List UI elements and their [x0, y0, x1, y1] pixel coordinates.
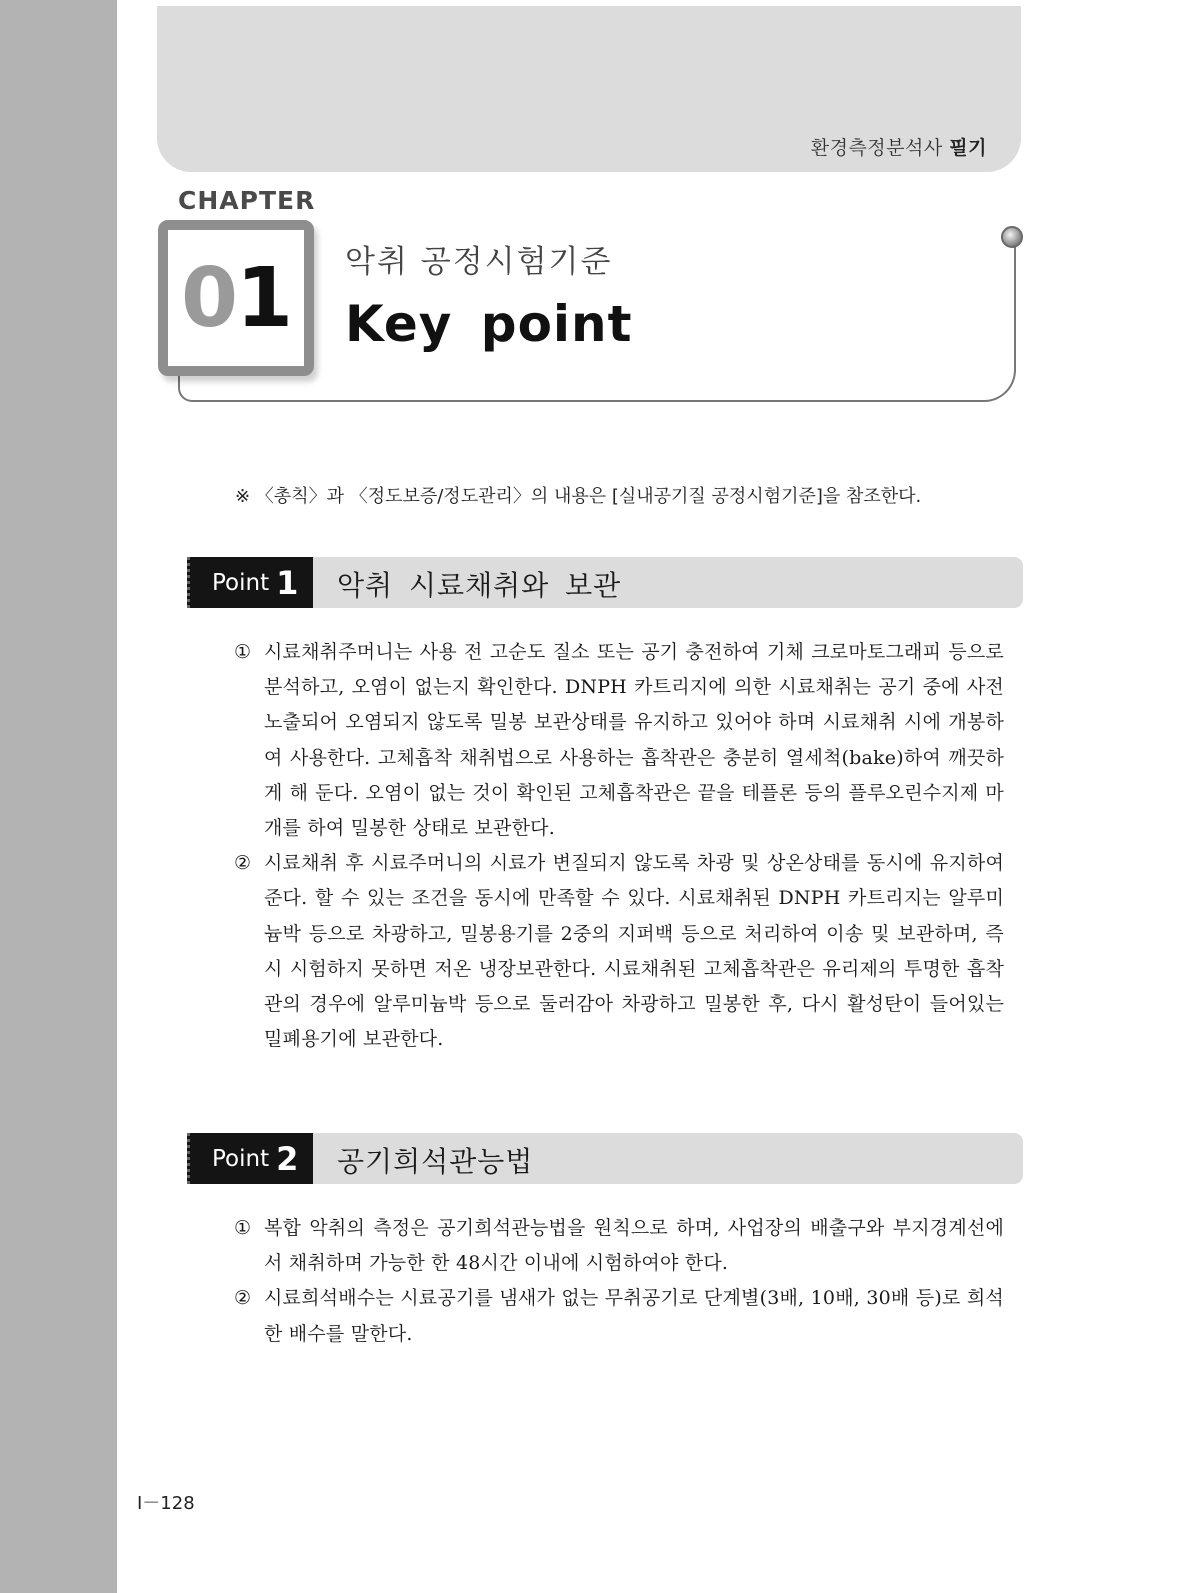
chapter-number-second: 1 — [236, 250, 292, 346]
chapter-label: CHAPTER — [178, 186, 316, 215]
point-number: 2 — [276, 1139, 299, 1178]
item-text: 시료채취 후 시료주머니의 시료가 변질되지 않도록 차광 및 상온상태를 동시에 유지하여 준다. 할 수 있는 조건을 동시에 만족할 수 있다. 시료채취된 DNPH 카트리지는 알루미늄박 등으로 차광하고, 밀봉용기를 2중의 지퍼백 등으로 처리하여 이송 및 보관하며, 즉시 시험하지 못하면 저온 냉장보관한다. 시료채취된 고체흡착관은 유리제의 투명한 흡착관의 경우에 알루미늄박 등으로 둘러감아 차광하고 밀봉한 후, 다시 활성탄이 들어있는 밀폐용기에 보관한다. — [264, 852, 1004, 1051]
book-title: 환경측정분석사 필기 — [810, 137, 987, 159]
point-1-list — [234, 635, 1004, 1057]
chapter-subtitle: 악취 공정시험기준 — [345, 244, 613, 280]
side-margin-bar — [0, 0, 117, 1593]
book-title-bold: 필기 — [949, 137, 987, 159]
point-1-tag — [187, 557, 313, 608]
item-text: 시료채취주머니는 사용 전 고순도 질소 또는 공기 충전하여 기체 크로마토그래피 등으로 분석하고, 오염이 없는지 확인한다. DNPH 카트리지에 의한 시료채취는 공기 중에 사전 노출되어 오염되지 않도록 밀봉 보관상태를 유지하고 있어야 하며 시료채취 시에 개봉하여 사용한다. 고체흡착 채취법으로 사용하는 흡착관은 충분히 열세척(bake)하여 깨끗하게 해 둔다. 오염이 없는 것이 확인된 고체흡착관은 끝을 테플론 등의 플루오린수지제 마개를 하여 밀봉한 상태로 보관한다. — [264, 641, 1004, 840]
chapter-number-first: 0 — [180, 250, 236, 346]
page-number: I－128 — [137, 1493, 195, 1514]
list-item — [234, 635, 1004, 846]
item-marker: ① — [234, 1217, 252, 1239]
point-number: 1 — [276, 563, 299, 602]
item-marker: ② — [234, 1287, 252, 1310]
chapter-number — [158, 220, 314, 376]
list-item — [234, 1281, 1004, 1351]
point-2-title: 공기희석관능법 — [337, 1145, 534, 1178]
item-marker: ② — [234, 852, 252, 875]
chapter-title: Key point — [345, 295, 633, 353]
point-word: Point — [212, 1145, 270, 1172]
point-2-tag — [187, 1133, 313, 1184]
item-text: 시료희석배수는 시료공기를 냄새가 없는 무취공기로 단계별(3배, 10배, 30배 등)로 희석한 배수를 말한다. — [264, 1287, 1004, 1345]
frame-knob-icon — [1001, 226, 1023, 248]
point-1-title: 악취 시료채취와 보관 — [337, 569, 622, 602]
item-marker: ① — [234, 641, 252, 663]
page-header-band — [157, 6, 1021, 172]
point-2-header — [187, 1133, 1023, 1184]
list-item — [234, 846, 1004, 1057]
point-word: Point — [212, 569, 270, 596]
point-2-list — [234, 1211, 1004, 1352]
list-item — [234, 1211, 1004, 1281]
item-text: 복합 악취의 측정은 공기희석관능법을 원칙으로 하며, 사업장의 배출구와 부지경계선에서 채취하며 가능한 한 48시간 이내에 시험하여야 한다. — [264, 1217, 1004, 1275]
point-1-header — [187, 557, 1023, 608]
reference-note: ※ 〈총칙〉과 〈정도보증/정도관리〉의 내용은 [실내공기질 공정시험기준]을 참조한다. — [235, 486, 922, 507]
